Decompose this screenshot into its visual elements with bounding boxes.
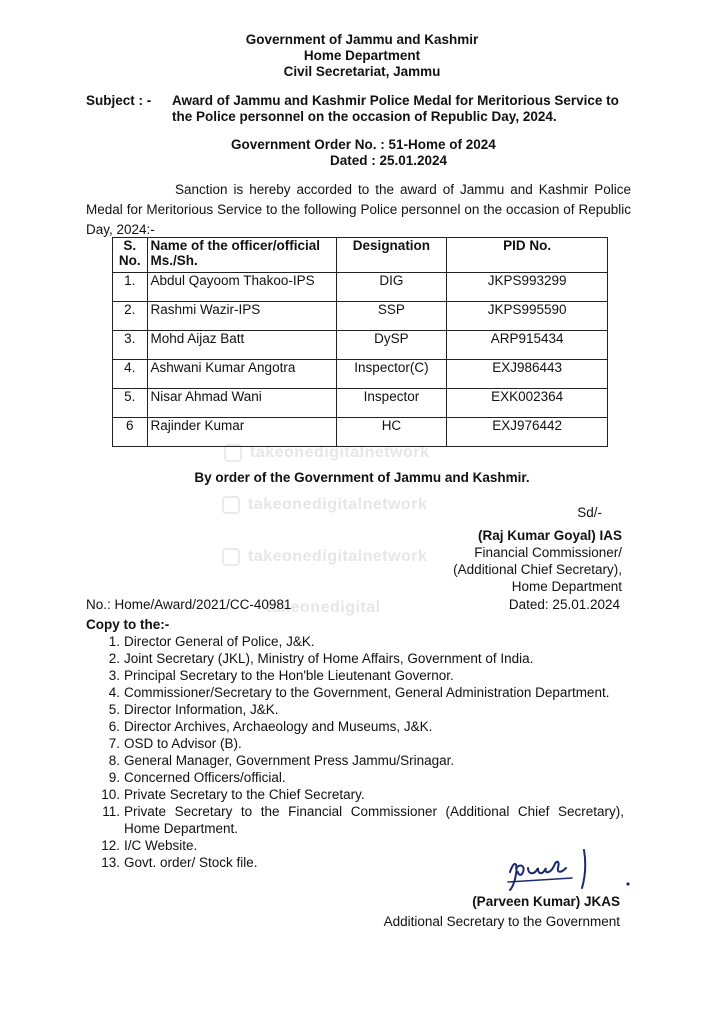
cell-designation: Inspector(C) <box>336 360 447 389</box>
list-item: 8. General Manager, Government Press Jammu/Srinagar. <box>108 753 455 768</box>
youtube-icon <box>222 548 240 566</box>
list-item: 10. Private Secretary to the Chief Secretary. <box>101 787 365 802</box>
handwritten-signature <box>500 838 640 892</box>
letterhead <box>0 32 724 80</box>
watermark: takeonedigitalnetwork <box>222 496 427 514</box>
table-header-row <box>113 238 608 273</box>
cell-name: Ashwani Kumar Angotra <box>147 360 336 389</box>
signatory-name: (Parveen Kumar) JKAS <box>472 894 620 909</box>
watermark: takeonedigitalnetwork <box>222 548 427 566</box>
subject-text: Award of Jammu and Kashmir Police Medal for Meritorious Service to the Police personnel on the occasion of Republic Day, 2024. <box>172 93 619 124</box>
cell-pid: EXJ986443 <box>447 360 608 389</box>
list-item: 13. Govt. order/ Stock file. <box>101 855 258 870</box>
reference-number: No.: Home/Award/2021/CC-40981 <box>86 597 292 612</box>
cell-name: Rajinder Kumar <box>147 418 336 447</box>
copy-to-list <box>86 633 624 871</box>
cell-sno: 6 <box>113 418 148 447</box>
table-row <box>113 389 608 418</box>
list-item: 3. Principal Secretary to the Hon'ble Lieutenant Governor. <box>108 668 454 683</box>
list-item: 12. I/C Website. <box>101 838 198 853</box>
table-row <box>113 273 608 302</box>
signatory-title: Additional Secretary to the Government <box>383 914 620 929</box>
letterhead-government: Government of Jammu and Kashmir <box>245 32 479 47</box>
cell-sno: 3. <box>113 331 148 360</box>
list-item: 7. OSD to Advisor (B). <box>108 736 242 751</box>
list-item: 11. Private Secretary to the Financial Commissioner (Additional Chief Secretary), Home Department. <box>102 804 624 836</box>
awardees-table <box>112 237 608 447</box>
cell-name: Rashmi Wazir-IPS <box>147 302 336 331</box>
sd-mark: Sd/- <box>577 505 602 520</box>
list-item: 2. Joint Secretary (JKL), Ministry of Home Affairs, Government of India. <box>108 651 534 666</box>
cell-name: Abdul Qayoom Thakoo-IPS <box>147 273 336 302</box>
cell-pid: JKPS995590 <box>447 302 608 331</box>
signatory-name: (Raj Kumar Goyal) IAS <box>477 528 622 543</box>
table-row <box>113 360 608 389</box>
header-sno: S. No. <box>113 238 148 273</box>
signatory-title: Financial Commissioner/ <box>474 545 622 560</box>
cell-name: Mohd Aijaz Batt <box>147 331 336 360</box>
table-row <box>113 418 608 447</box>
list-item: 1. Director General of Police, J&K. <box>108 634 315 649</box>
list-item: 9. Concerned Officers/official. <box>108 770 286 785</box>
sanction-paragraph: Sanction is hereby accorded to the award of Jammu and Kashmir Police Medal for Meritorious Service to the following Police personnel on the occasion of Republic Day, 2024:- <box>86 182 631 237</box>
cell-sno: 4. <box>113 360 148 389</box>
cell-designation: DIG <box>336 273 447 302</box>
header-designation: Designation <box>336 238 447 273</box>
order-date: Dated : 25.01.2024 <box>330 153 448 168</box>
table-row <box>113 331 608 360</box>
cell-designation: HC <box>336 418 447 447</box>
by-order-line: By order of the Government of Jammu and Kashmir. <box>194 470 530 485</box>
watermark: takeonedigital <box>266 599 381 616</box>
table-row <box>113 302 608 331</box>
list-item: 6. Director Archives, Archaeology and Museums, J&K. <box>108 719 433 734</box>
cell-sno: 2. <box>113 302 148 331</box>
cell-designation: Inspector <box>336 389 447 418</box>
instagram-icon <box>222 496 240 514</box>
subject-label: Subject : - <box>86 93 152 108</box>
cell-sno: 5. <box>113 389 148 418</box>
list-item: 4. Commissioner/Secretary to the Government, General Administration Department. <box>108 685 610 700</box>
cell-designation: DySP <box>336 331 447 360</box>
cell-pid: ARP915434 <box>447 331 608 360</box>
cell-name: Nisar Ahmad Wani <box>147 389 336 418</box>
copy-to-heading: Copy to the:- <box>86 617 170 632</box>
letterhead-department: Home Department <box>303 48 421 63</box>
cell-pid: EXJ976442 <box>447 418 608 447</box>
order-number: Government Order No. : 51-Home of 2024 <box>231 137 496 152</box>
header-name: Name of the officer/official Ms./Sh. <box>147 238 336 273</box>
cell-pid: JKPS993299 <box>447 273 608 302</box>
signatory-title: Home Department <box>511 579 622 594</box>
signatory-block-2 <box>384 892 620 932</box>
reference-date: Dated: 25.01.2024 <box>508 597 620 612</box>
watermark: takeonedigitalnetwork <box>224 444 429 462</box>
cell-sno: 1. <box>113 273 148 302</box>
cell-pid: EXK002364 <box>447 389 608 418</box>
signatory-block-1 <box>453 504 622 595</box>
cell-designation: SSP <box>336 302 447 331</box>
signatory-title: (Additional Chief Secretary), <box>453 562 622 577</box>
letterhead-address: Civil Secretariat, Jammu <box>283 64 441 79</box>
header-pid: PID No. <box>447 238 608 273</box>
list-item: 5. Director Information, J&K. <box>108 702 279 717</box>
